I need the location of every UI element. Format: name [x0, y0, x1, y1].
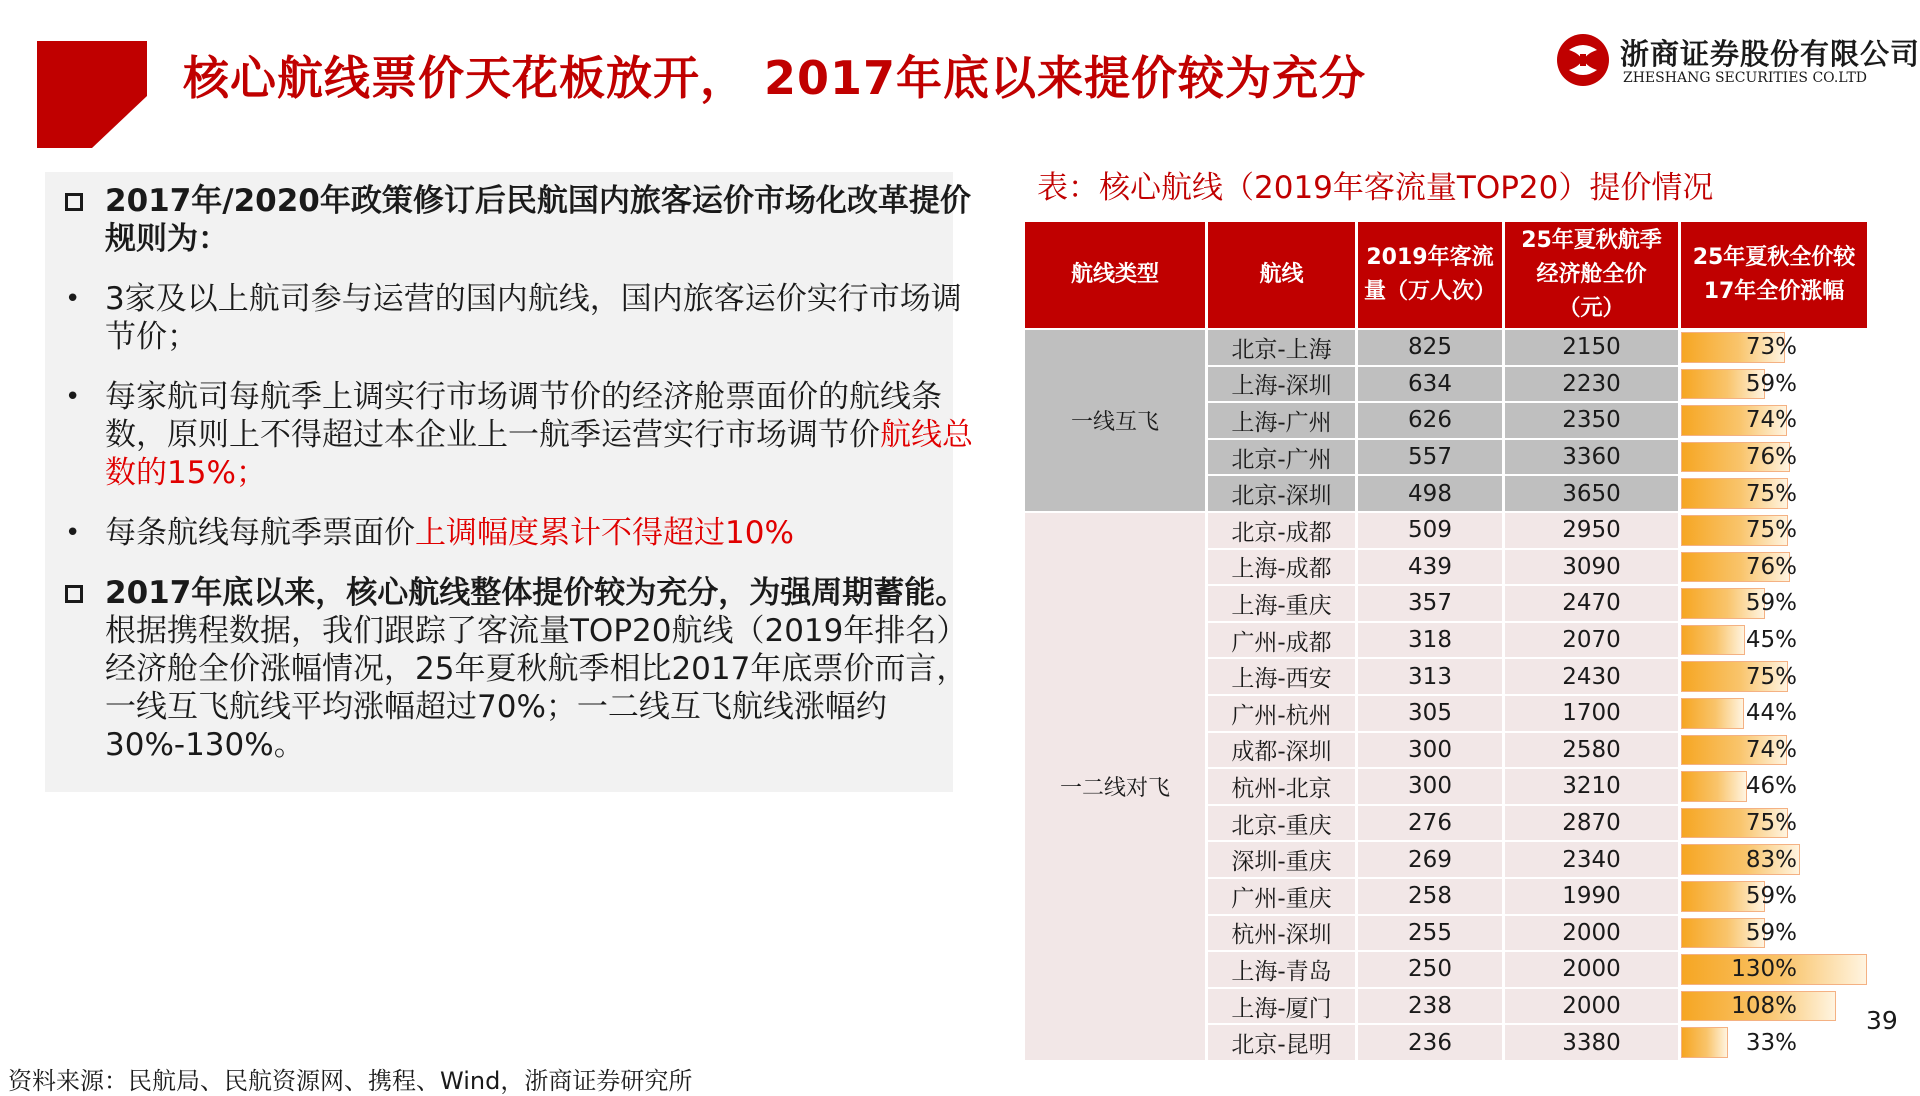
- fare-price-cell: 3650: [1505, 476, 1678, 511]
- route-type-cell: 一线互飞: [1025, 330, 1205, 511]
- fare-price-cell: 1990: [1505, 879, 1678, 914]
- rise-label: 74%: [1745, 736, 1797, 763]
- route-cell: 广州-成都: [1208, 623, 1355, 658]
- fare-price-cell: 2230: [1505, 367, 1678, 402]
- section-policy-heading: 2017年/2020年政策修订后民航国内旅客运价市场化改革提价规则为：: [105, 183, 971, 257]
- passenger-flow-cell: 357: [1358, 586, 1502, 621]
- rise-cell: [1681, 989, 1867, 1024]
- bullet-dot-icon: •: [65, 284, 81, 314]
- rise-cell: [1681, 367, 1867, 402]
- route-cell: 广州-杭州: [1208, 696, 1355, 731]
- rise-label: 73%: [1745, 334, 1797, 361]
- rise-label: 75%: [1745, 663, 1797, 690]
- rise-cell: [1681, 586, 1867, 621]
- rise-label: 59%: [1745, 919, 1797, 946]
- route-cell: 成都-深圳: [1208, 733, 1355, 768]
- rise-bar: [1681, 771, 1747, 802]
- rise-label: 83%: [1745, 846, 1797, 873]
- rise-label: 45%: [1745, 627, 1797, 654]
- rise-label: 59%: [1745, 883, 1797, 910]
- table-header-cell: 2019年客流量（万人次）: [1358, 222, 1502, 328]
- passenger-flow-cell: 825: [1358, 330, 1502, 365]
- company-logo: [1555, 30, 1920, 90]
- route-cell: 北京-昆明: [1208, 1025, 1355, 1060]
- fare-price-cell: 2000: [1505, 952, 1678, 987]
- fare-price-cell: 2580: [1505, 733, 1678, 768]
- bullet-text: 3家及以上航司参与运营的国内航线，国内旅客运价实行市场调节价；: [105, 281, 962, 355]
- route-cell: 北京-深圳: [1208, 476, 1355, 511]
- route-cell: 上海-青岛: [1208, 952, 1355, 987]
- route-cell: 上海-重庆: [1208, 586, 1355, 621]
- passenger-flow-cell: 238: [1358, 989, 1502, 1024]
- route-cell: 上海-西安: [1208, 659, 1355, 694]
- passenger-flow-cell: 300: [1358, 769, 1502, 804]
- rise-cell: [1681, 476, 1867, 511]
- table-header-cell: 航线类型: [1025, 222, 1205, 328]
- passenger-flow-cell: 498: [1358, 476, 1502, 511]
- passenger-flow-cell: 250: [1358, 952, 1502, 987]
- passenger-flow-cell: 269: [1358, 842, 1502, 877]
- bullet-dot-icon: •: [65, 382, 81, 412]
- route-cell: 上海-成都: [1208, 550, 1355, 585]
- passenger-flow-cell: 626: [1358, 403, 1502, 438]
- rise-cell: [1681, 1025, 1867, 1060]
- fare-price-cell: 2870: [1505, 806, 1678, 841]
- route-cell: 北京-成都: [1208, 513, 1355, 548]
- rise-cell: [1681, 330, 1867, 365]
- fare-price-cell: 3380: [1505, 1025, 1678, 1060]
- highlight-text: 航线总数的15%；: [105, 417, 973, 491]
- route-cell: 北京-广州: [1208, 440, 1355, 475]
- rise-cell: [1681, 696, 1867, 731]
- fare-price-cell: 2430: [1505, 659, 1678, 694]
- rise-label: 108%: [1731, 993, 1797, 1020]
- table-header-cell: 25年夏秋全价较17年全价涨幅: [1681, 222, 1867, 328]
- passenger-flow-cell: 439: [1358, 550, 1502, 585]
- logo-name-cn: 浙商证券股份有限公司: [1620, 37, 1920, 71]
- rise-bar: [1681, 698, 1744, 729]
- rise-cell: [1681, 842, 1867, 877]
- rise-label: 130%: [1731, 956, 1797, 983]
- passenger-flow-cell: 305: [1358, 696, 1502, 731]
- passenger-flow-cell: 236: [1358, 1025, 1502, 1060]
- rise-bar: [1681, 625, 1745, 656]
- rise-label: 75%: [1745, 517, 1797, 544]
- rise-label: 46%: [1745, 773, 1797, 800]
- rise-label: 44%: [1745, 700, 1797, 727]
- title-accent-block: [37, 41, 147, 148]
- rise-label: 76%: [1745, 444, 1797, 471]
- table-header-cell: 航线: [1208, 222, 1355, 328]
- rise-label: 76%: [1745, 553, 1797, 580]
- fare-price-cell: 3210: [1505, 769, 1678, 804]
- rise-cell: [1681, 769, 1867, 804]
- rise-cell: [1681, 806, 1867, 841]
- route-cell: 深圳-重庆: [1208, 842, 1355, 877]
- route-cell: 广州-重庆: [1208, 879, 1355, 914]
- policy-text-panel: [45, 172, 973, 792]
- page-number: 39: [1866, 1006, 1898, 1035]
- rise-cell: [1681, 403, 1867, 438]
- bullet-text: 每家航司每航季上调实行市场调节价的经济舱票面价的航线条数，原则上不得超过本企业上一航季运营实行市场调节价航线总数的15%；: [105, 379, 973, 491]
- rise-cell: [1681, 513, 1867, 548]
- rise-bar: [1681, 1027, 1728, 1058]
- route-cell: 杭州-北京: [1208, 769, 1355, 804]
- section-summary-text: 2017年底以来，核心航线整体提价较为充分，为强周期蓄能。根据携程数据，我们跟踪了客流量TOP20航线（2019年排名）经济舱全价涨幅情况，25年夏秋航季相比2017年底票价而言，一线互飞航线平均涨幅超过70%；一二线互飞航线涨幅约30%-130%。: [105, 575, 968, 763]
- fare-price-cell: 2000: [1505, 989, 1678, 1024]
- route-type-cell: 一二线对飞: [1025, 513, 1205, 1060]
- fare-price-cell: 2150: [1505, 330, 1678, 365]
- rise-label: 74%: [1745, 407, 1797, 434]
- passenger-flow-cell: 313: [1358, 659, 1502, 694]
- bullet-dot-icon: •: [65, 518, 81, 548]
- rise-label: 75%: [1745, 480, 1797, 507]
- passenger-flow-cell: 258: [1358, 879, 1502, 914]
- route-cell: 上海-厦门: [1208, 989, 1355, 1024]
- source-note: 资料来源：民航局、民航资源网、携程、Wind，浙商证券研究所: [8, 1067, 693, 1095]
- passenger-flow-cell: 255: [1358, 916, 1502, 951]
- rise-cell: [1681, 550, 1867, 585]
- passenger-flow-cell: 557: [1358, 440, 1502, 475]
- fare-price-cell: 3090: [1505, 550, 1678, 585]
- logo-name-en: ZHESHANG SECURITIES CO.LTD: [1623, 70, 1868, 86]
- passenger-flow-cell: 509: [1358, 513, 1502, 548]
- table-header-cell: 25年夏秋航季经济舱全价（元）: [1505, 222, 1678, 328]
- table-caption: 表：核心航线（2019年客流量TOP20）提价情况: [1037, 170, 1714, 206]
- rise-label: 59%: [1745, 590, 1797, 617]
- bullet-text: 每条航线每航季票面价上调幅度累计不得超过10%: [105, 515, 794, 551]
- fare-price-cell: 2470: [1505, 586, 1678, 621]
- fare-price-cell: 1700: [1505, 696, 1678, 731]
- rise-cell: [1681, 916, 1867, 951]
- rise-label: 75%: [1745, 810, 1797, 837]
- route-cell: 杭州-深圳: [1208, 916, 1355, 951]
- route-cell: 上海-广州: [1208, 403, 1355, 438]
- route-cell: 北京-上海: [1208, 330, 1355, 365]
- fare-price-cell: 2070: [1505, 623, 1678, 658]
- rise-cell: [1681, 952, 1867, 987]
- zheshang-logo-icon: [1555, 32, 1611, 88]
- rise-label: 59%: [1745, 370, 1797, 397]
- checkbox-bullet-icon: [65, 193, 83, 211]
- route-cell: 北京-重庆: [1208, 806, 1355, 841]
- rise-label: 33%: [1745, 1029, 1797, 1056]
- highlight-text: 上调幅度累计不得超过10%: [415, 515, 794, 551]
- fare-price-cell: 2000: [1505, 916, 1678, 951]
- passenger-flow-cell: 276: [1358, 806, 1502, 841]
- passenger-flow-cell: 318: [1358, 623, 1502, 658]
- rise-cell: [1681, 879, 1867, 914]
- fare-price-cell: 2350: [1505, 403, 1678, 438]
- fare-price-cell: 2340: [1505, 842, 1678, 877]
- passenger-flow-cell: 634: [1358, 367, 1502, 402]
- rise-cell: [1681, 440, 1867, 475]
- route-cell: 上海-深圳: [1208, 367, 1355, 402]
- rise-cell: [1681, 733, 1867, 768]
- rise-cell: [1681, 659, 1867, 694]
- rise-cell: [1681, 623, 1867, 658]
- passenger-flow-cell: 300: [1358, 733, 1502, 768]
- fare-price-cell: 3360: [1505, 440, 1678, 475]
- checkbox-bullet-icon: [65, 585, 83, 603]
- page-title: 核心航线票价天花板放开， 2017年底以来提价较为充分: [183, 51, 1367, 105]
- fare-price-cell: 2950: [1505, 513, 1678, 548]
